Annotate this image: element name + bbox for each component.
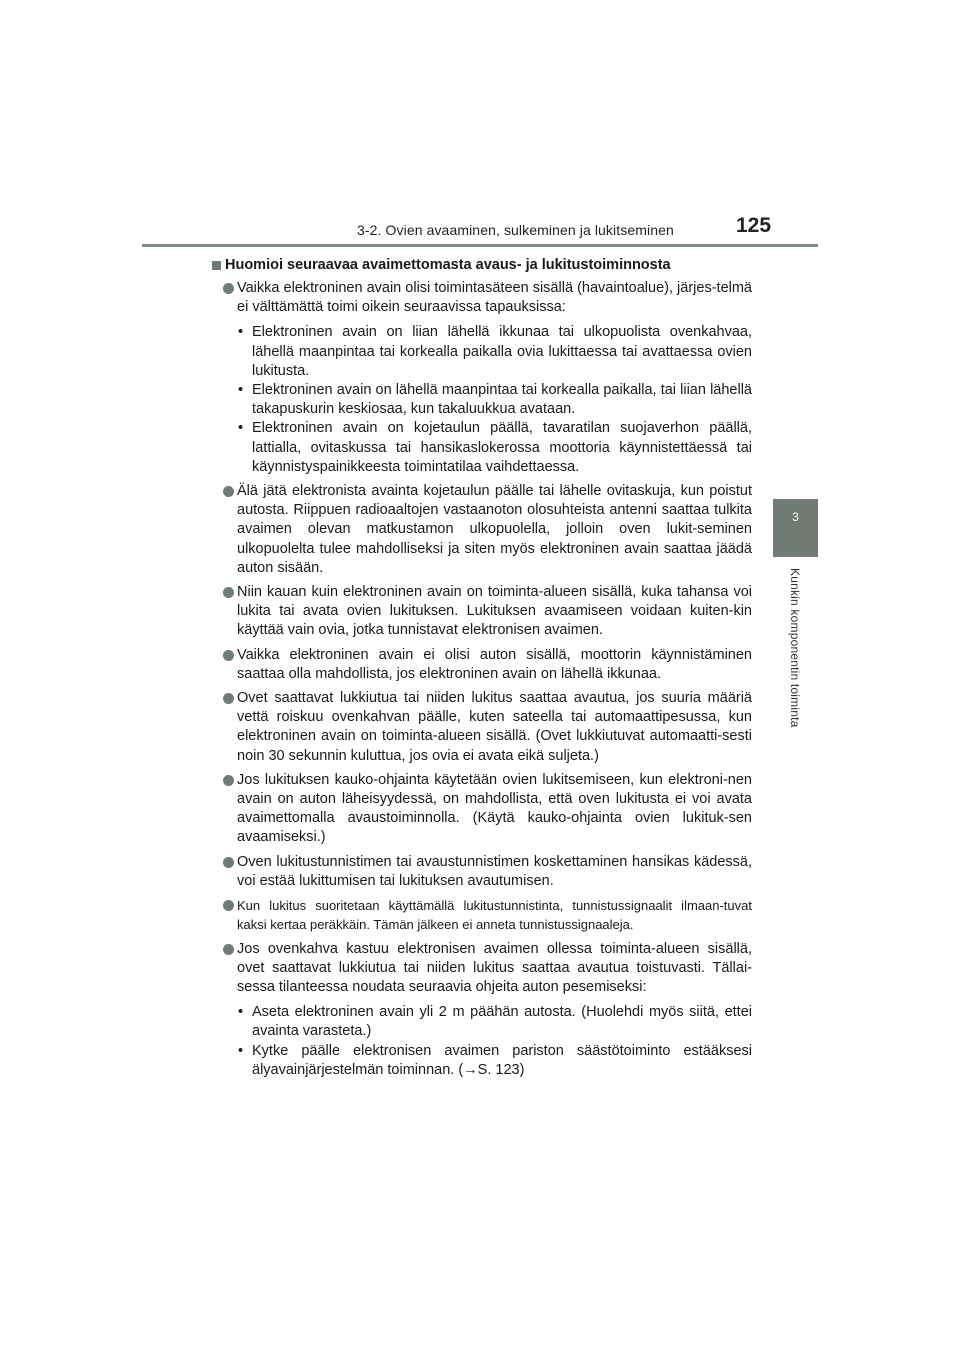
round-bullet-icon [223,900,234,911]
round-bullet-icon [223,693,234,704]
sub-list-item-text: Elektroninen avain on liian lähellä ikkunaa tai ulkopuolista ovenkahvaa, lähellä maanpintaa tai korkealla paikalla ovia lukittaessa tai avattaessa ovien lukitusta. [252,324,752,379]
list-item [212,583,752,641]
sub-list-item-text: Kytke päälle elektronisen avaimen pariston säästötoiminto estääksesi älyavainjärjestelmän toiminnan. (→S. 123) [252,1042,752,1078]
round-bullet-icon [223,775,234,786]
section-heading-text: Huomioi seuraavaa avaimettomasta avaus- ja lukitustoiminnosta [225,257,671,273]
round-bullet-icon [223,650,234,661]
list-item [212,689,752,766]
list-item [212,482,752,578]
sub-list-item-text: Elektroninen avain on kojetaulun päällä, tavaratilan suojaverhon päällä, lattialla, ovitaskussa tai hansikaslokerossa moottoria käynnistettäessä tai käynnistyspainikkeesta toimintatilaa vaihdettaessa. [252,420,752,475]
sub-list-item [237,1003,752,1041]
dot-icon: • [238,324,244,341]
sub-list-item-text: Elektroninen avain on lähellä maanpintaa tai korkealla paikalla, tai liian lähellä takapuskurin keskiosaa, kun takaluukkua avataan. [252,382,752,418]
list-item-text: Niin kauan kuin elektroninen avain on toiminta-alueen sisällä, kuka tahansa voi lukita tai avata ovien lukituksen. Lukituksen avaamiseen voidaan kuiten-kin käyttää vain ovia, jotka tunnistavat elektronisen avaimen. [237,584,752,639]
list-item-text: Kun lukitus suoritetaan käyttämällä lukitustunnistinta, tunnistussignaalit ilmaan-tuvat kaksi kertaa peräkkäin. Tämän jälkeen ei anneta tunnistussignaaleja. [237,898,752,933]
list-item [212,771,752,848]
sub-list-item [237,1042,752,1080]
list-item [212,646,752,684]
list-item-text: Jos lukituksen kauko-ohjainta käytetään ovien lukitsemiseen, kun elektroni-nen avain on auton läheisyydessä, on mahdollista, että oven lukitusta ei voi avata avaimettomalla avaustoiminnolla. (Käytä kauko-ohjainta ovien lukituk-sen avaamiseksi.) [237,771,752,846]
list-item [212,279,752,477]
list-item-text: Vaikka elektroninen avain olisi toimintasäteen sisällä (havaintoalue), järjes-telmä ei välttämättä toimi oikein seuraavissa tapauksissa: [237,280,752,316]
dot-icon: • [238,382,244,399]
round-bullet-icon [223,587,234,598]
sub-list [237,1003,752,1080]
sub-list-item [237,419,752,477]
list-item [212,940,752,1080]
header-divider [142,244,818,247]
list-item [212,896,752,934]
chapter-label: Kunkin komponentin toiminta [788,568,802,728]
sub-list-item-text: Aseta elektroninen avain yli 2 m päähän autosta. (Huolehdi myös siitä, ettei avainta varasteta.) [252,1004,752,1040]
round-bullet-icon [223,283,234,294]
list-item-text: Jos ovenkahva kastuu elektronisen avaimen ollessa toiminta-alueen sisällä, ovet saattavat lukkiutua tai niiden lukitus saattaa avautua toistuvasti. Tällai-sessa tilanteessa noudata seuraavia ohjeita auton pesemiseksi: [237,940,752,995]
list-item [212,853,752,891]
sub-list [237,323,752,477]
round-bullet-icon [223,944,234,955]
square-bullet-icon [212,261,221,270]
list-item-text: Ovet saattavat lukkiutua tai niiden lukitus saattaa avautua, jos suuria määriä vettä roiskuu ovenkahvan päälle, kuten sateella tai automaattipesussa, kun elektroninen avain on toiminta-alueen sisällä. (Ovet lukkiutuvat automaatti-sesti noin 30 sekunnin kuluttua, jos ovia ei avata eikä suljeta.) [237,690,752,764]
chapter-tab[interactable]: 3 [773,499,818,557]
list-item-text: Oven lukitustunnistimen tai avaustunnistimen koskettaminen hansikas kädessä, voi estää lukittumisen tai lukituksen avautumisen. [237,853,752,889]
main-content [212,256,752,1085]
round-bullet-icon [223,857,234,868]
sub-list-item [237,381,752,419]
sub-list-item [237,323,752,381]
dot-icon: • [238,1042,244,1059]
round-bullet-icon [223,486,234,497]
section-header-title: 3-2. Ovien avaaminen, sulkeminen ja lukitseminen [357,222,674,238]
dot-icon: • [238,1004,244,1021]
list-item-text: Vaikka elektroninen avain ei olisi auton sisällä, moottorin käynnistäminen saattaa olla mahdollista, jos elektroninen avain on lähellä ikkunaa. [237,646,752,682]
section-heading [212,256,752,275]
page-number: 125 [736,214,772,237]
list-item-text: Älä jätä elektronista avainta kojetaulun päälle tai lähelle ovitaskuja, kun poistut autosta. Riippuen radioaaltojen vastaanoton olosuhteista antenni saattaa tulkita avaimen olevan matkustamon ulkopuolella, jolloin oven lukit-seminen ulkopuolelta tulee mahdolliseksi ja siten myös elektroninen avain saattaa jäädä auton sisään. [237,483,752,576]
dot-icon: • [238,420,244,437]
